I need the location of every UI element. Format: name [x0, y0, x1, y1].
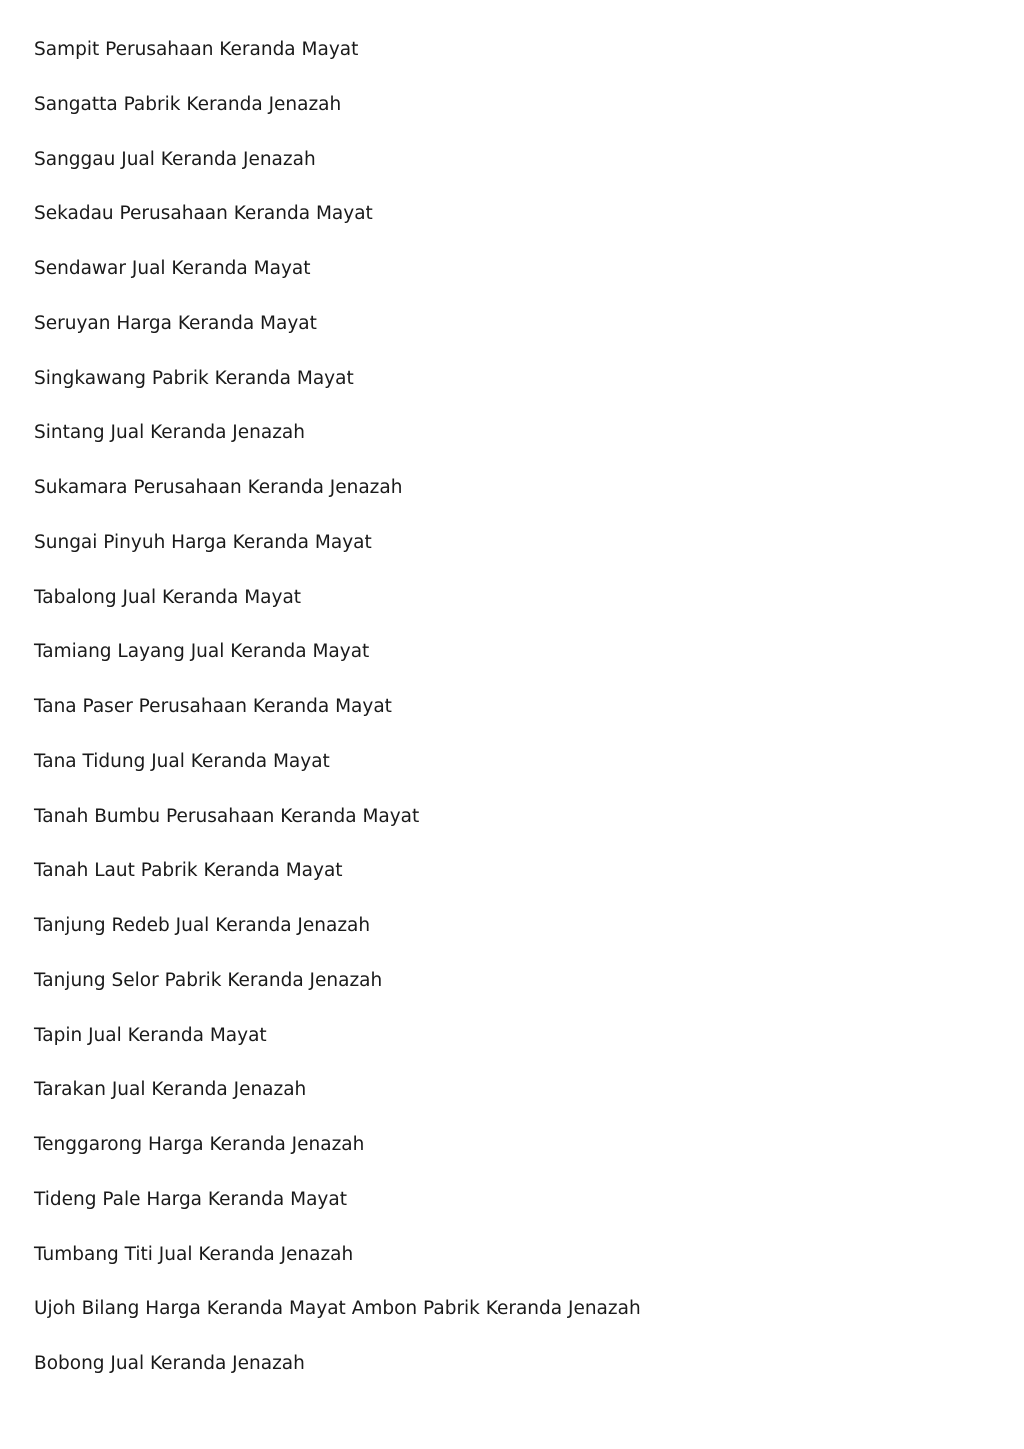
text-line: Tana Tidung Jual Keranda Mayat: [34, 750, 330, 772]
text-line: Tana Paser Perusahaan Keranda Mayat: [34, 696, 392, 717]
text-line: Ujoh Bilang Harga Keranda Mayat Ambon Pabrik Keranda Jenazah: [34, 1298, 641, 1320]
text-line: Singkawang Pabrik Keranda Mayat: [34, 367, 354, 389]
text-line: Sangatta Pabrik Keranda Jenazah: [34, 93, 342, 115]
text-line: Sendawar Jual Keranda Mayat: [34, 258, 311, 279]
text-line: Sukamara Perusahaan Keranda Jenazah: [34, 477, 403, 498]
text-line: Tideng Pale Harga Keranda Mayat: [34, 1188, 347, 1210]
text-line: Sungai Pinyuh Harga Keranda Mayat: [34, 531, 372, 553]
text-line: Tanah Laut Pabrik Keranda Mayat: [34, 860, 343, 882]
text-line: Sintang Jual Keranda Jenazah: [34, 422, 305, 444]
text-line: Sanggau Jual Keranda Jenazah: [34, 148, 316, 170]
text-line: Tabalong Jual Keranda Mayat: [34, 586, 302, 608]
text-line: Tarakan Jual Keranda Jenazah: [34, 1079, 307, 1101]
text-line: Tanjung Redeb Jual Keranda Jenazah: [34, 915, 371, 936]
text-line: Seruyan Harga Keranda Mayat: [34, 312, 317, 334]
text-line: Sekadau Perusahaan Keranda Mayat: [34, 203, 373, 225]
text-line: Tanjung Selor Pabrik Keranda Jenazah: [34, 969, 383, 991]
text-line: Bobong Jual Keranda Jenazah: [34, 1353, 305, 1374]
text-line: Tamiang Layang Jual Keranda Mayat: [34, 641, 370, 663]
text-line: Tumbang Titi Jual Keranda Jenazah: [34, 1243, 354, 1265]
text-lines: [34, 36, 641, 1405]
text-line: Tapin Jual Keranda Mayat: [34, 1024, 267, 1046]
text-line: Sampit Perusahaan Keranda Mayat: [34, 39, 359, 60]
text-line: Tenggarong Harga Keranda Jenazah: [34, 1134, 365, 1155]
text-line: Tanah Bumbu Perusahaan Keranda Mayat: [34, 805, 420, 827]
